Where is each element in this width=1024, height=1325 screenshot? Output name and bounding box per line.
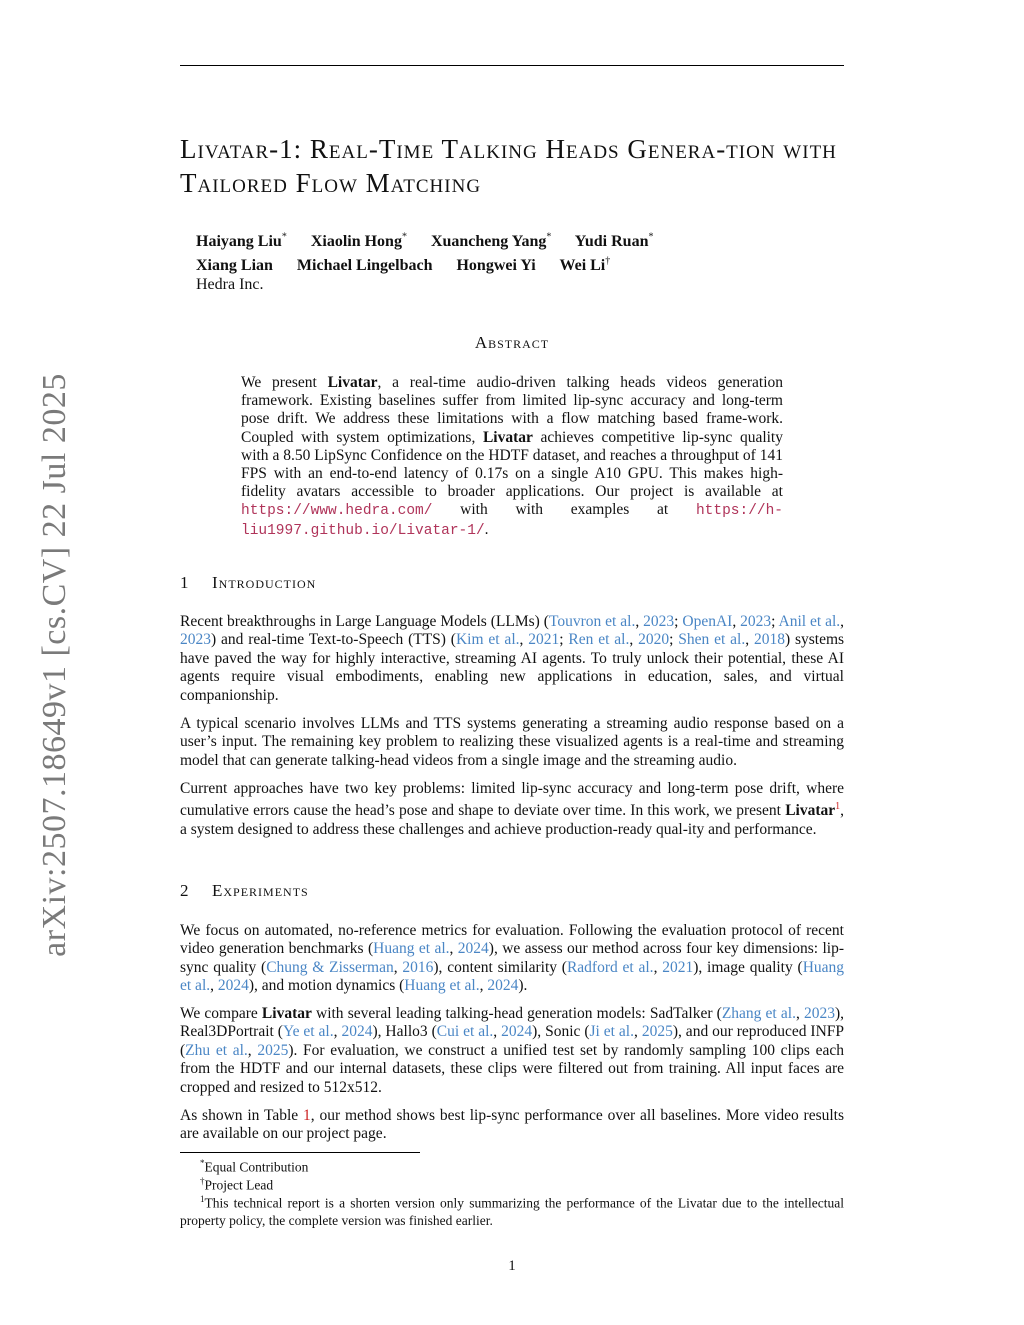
intro-paragraph-2: A typical scenario involves LLMs and TTS systems generating a streaming audio response based on a user’s input. The remaining key problem to realizing these visualized agents is a real-time and streaming model that can generate talking-head videos from a single image and the streaming audio. [180,715,844,769]
citation-link[interactable]: Touvron et al. [548,613,636,630]
citation-year-link[interactable]: 2024 [217,977,249,995]
abstract-body: We present Livatar, a real-time audio-driven talking heads videos generation framework. Existing baselines suffer from limited lip-sync accuracy and long-term pose drift. We address these limitations with a flow matching based frame-work. Coupled with system optimizations, Livatar achieves competitive lip-sync quality with a 8.50 LipSync Confidence on the HDTF dataset, and reaches a throughput of 141 FPS with an end-to-end latency of 0.17s on a single A10 GPU. This makes high-fidelity avatars accessible to broader applications. Our project is available at https://www.hedra.com/ with with examples at https://h-liu1997.github.io/Livatar-1/. [241,374,784,539]
citation-year-link[interactable]: 2018 [753,631,785,649]
citation-year-link[interactable]: 2023 [740,613,772,630]
citation-year-link[interactable]: 2024 [487,977,519,995]
citation-link[interactable]: Ye et al. [282,1023,334,1041]
citation-link[interactable]: Huang et al. [373,940,450,958]
footnote-equal-contribution: *Equal Contribution [200,1158,309,1175]
author: Xiang Lian [196,256,273,274]
author-row [196,251,673,274]
header-rule [180,65,844,66]
author: Hongwei Yi [456,256,536,274]
author: Haiyang Liu* [196,232,287,251]
citation-year-link[interactable]: 2024 [457,940,489,958]
footnote-project-lead: †Project Lead [200,1176,274,1193]
abstract-heading: Abstract [474,333,550,352]
citation-year-link[interactable]: 2023 [803,1005,835,1022]
author: Xuancheng Yang* [430,232,552,251]
author: Michael Lingelbach [296,256,433,274]
section-heading-introduction: 1 Introduction [180,573,317,592]
footnote-rule [180,1152,420,1153]
author-row [196,228,673,251]
citation-year-link[interactable]: 2023 [643,613,675,630]
affiliation: Hedra Inc. [196,275,264,293]
citation-year-link[interactable]: 2025 [641,1023,673,1041]
citation-year-link[interactable]: 2021 [528,631,560,649]
citation-link[interactable]: Huang et al. [404,977,480,995]
table-ref-link[interactable]: 1 [303,1107,311,1124]
citation-link[interactable]: Zhang et al. [721,1005,796,1022]
experiments-paragraph-3: As shown in Table 1, our method shows best lip-sync performance over all baselines. More video results are available on our project page. [180,1107,845,1143]
author: Yudi Ruan* [574,232,654,251]
footnote-ref-link[interactable]: 1 [835,801,841,813]
citation-link[interactable]: Radford et al. [566,958,654,976]
experiments-paragraph-2: We compare Livatar with several leading talking-head generation models: SadTalker (Zhang et al., 2023), Real3DPortrait (Ye et al., 2024), Hallo3 (Cui et al., 2024), Sonic (Ji et al., 2025), and our reproduced INFP (Zhu et al., 2025). For evaluation, we construct a unified test set by randomly sampling 100 clips each from the HDTF and our internal datasets, these clips were filtered out from training. All input faces are cropped and resized to 512x512. [180,1005,845,1096]
paper-title: Livatar-1: Real-Time Talking Heads Genera-tion with Tailored Flow Matching [180,134,837,198]
examples-url-link[interactable]: https://h-liu1997.github.io/Livatar-1/ [241,503,783,539]
experiments-paragraph-1: We focus on automated, no-reference metrics for evaluation. Following the evaluation protocol of recent video generation benchmarks (Huang et al., 2024), we assess our method across four key dimensions: lip-sync quality (Chung & Zisserman, 2016), content similarity (Radford et al., 2021), image quality (Huang et al., 2024), and motion dynamics (Huang et al., 2024). [180,922,845,995]
citation-link[interactable]: Cui et al. [436,1023,494,1041]
citation-link[interactable]: Huang et al. [180,958,845,995]
footnote-technical-report: $^1$This technical report is a shorten version only summarizing the performance of the Livatar due to the intellectual property policy, the complete version was finished earlier. [180,1194,844,1228]
intro-paragraph-3: Current approaches have two key problems: limited lip-sync accuracy and long-term pose drift, where cumulative errors cause the head’s pose and shape to deviate over time. In this work, we present Livatar$^1$, a system designed to address these challenges and achieve production-ready qual-ity and performance. [180,780,844,838]
citation-year-link[interactable]: 2024 [501,1023,533,1041]
page-number: 1 [508,1258,516,1274]
citation-year-link[interactable]: 2016 [402,958,434,976]
citation-year-link[interactable]: 2021 [662,958,694,976]
citation-year-link[interactable]: 2020 [638,631,670,649]
section-heading-experiments: 2 Experiments [180,881,309,900]
citation-year-link[interactable]: 2023 [180,631,211,649]
intro-paragraph-1: Recent breakthroughs in Large Language Models (LLMs) (Touvron et al., 2023; OpenAI, 2023; Anil et al., 2023) and real-time Text-to-Speech (TTS) (Kim et al., 2021; Ren et al., 2020; Shen et al., 2018) systems have paved the way for highly interactive, streaming AI agents. To truly unlock their potential, these AI agents require visual embodiments, enabling new applications in education, sales, and virtual companionship. [180,613,845,704]
citation-year-link[interactable]: 2024 [341,1023,373,1041]
citation-link[interactable]: Shen et al. [678,631,746,649]
citation-link[interactable]: Zhu et al. [185,1041,248,1059]
author-block [196,228,673,294]
author: Xiaolin Hong* [310,232,407,251]
citation-link[interactable]: Ren et al. [568,631,630,649]
citation-link[interactable]: Ji et al. [589,1023,634,1041]
citation-link[interactable]: Chung & Zisserman [266,958,394,976]
citation-link[interactable]: OpenAI [682,613,733,630]
arxiv-identifier[interactable]: arXiv:2507.18649v1 [cs.CV] 22 Jul 2025 [36,373,73,957]
citation-link[interactable]: Kim et al. [455,631,520,649]
citation-link[interactable]: Anil et al. [778,613,841,630]
project-url-link[interactable]: https://www.hedra.com/ [241,503,433,520]
citation-year-link[interactable]: 2025 [257,1041,289,1059]
author: Wei Li† [559,255,611,274]
